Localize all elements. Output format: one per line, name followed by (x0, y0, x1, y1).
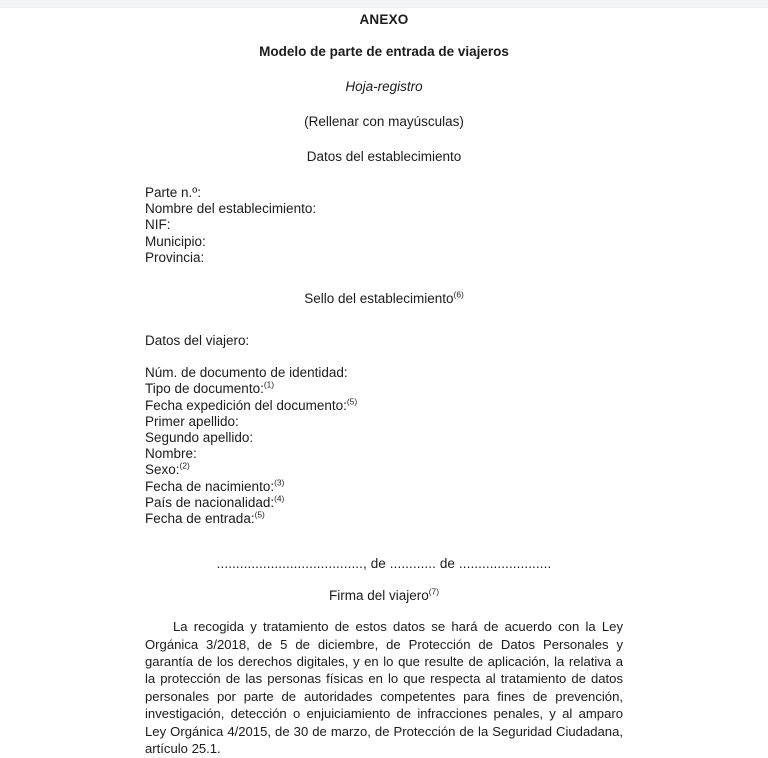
field-footnote-marker: (1) (263, 379, 275, 390)
field-provincia: Provincia: (145, 249, 205, 265)
field-footnote-marker: (5) (346, 396, 358, 407)
field-sexo (145, 462, 623, 478)
field-footnote-marker: (3) (274, 477, 285, 488)
field-footnote-marker: (5) (254, 509, 265, 520)
field-label: Sexo: (145, 462, 180, 478)
stamp-footnote-marker: (6) (453, 289, 464, 300)
document-subtitle: Modelo de parte de entrada de viajeros (259, 44, 509, 59)
field-fecha-entrada (145, 511, 623, 527)
traveler-section-heading: Datos del viajero: (145, 333, 250, 349)
field-primer-apellido (145, 414, 623, 430)
field-label: Segundo apellido: (145, 430, 254, 446)
establishment-section-heading: Datos del establecimiento (306, 149, 462, 164)
field-pais-nacionalidad (145, 495, 623, 511)
field-footnote-marker: (2) (179, 460, 190, 471)
field-fecha-expedicion (145, 398, 623, 414)
stamp-label-text: Sello del establecimiento (304, 291, 454, 307)
signature-label (145, 588, 623, 604)
field-label: Primer apellido: (145, 413, 239, 429)
field-fecha-nacimiento (145, 479, 623, 495)
field-label: Tipo de documento: (145, 381, 264, 397)
document-content (145, 7, 623, 758)
signature-label-text: Firma del viajero (328, 588, 429, 604)
field-label: Fecha expedición del documento: (145, 397, 347, 413)
field-label: Fecha de nacimiento: (145, 478, 275, 494)
field-label: Fecha de entrada: (145, 511, 255, 527)
field-label: País de nacionalidad: (145, 494, 275, 510)
form-type-label: Hoja-registro (345, 79, 423, 94)
fill-instruction: (Rellenar con mayúsculas) (304, 114, 464, 129)
field-numero-documento (145, 365, 623, 381)
field-tipo-documento (145, 381, 623, 397)
signature-footnote-marker: (7) (428, 586, 440, 597)
field-label: Núm. de documento de identidad: (145, 365, 348, 381)
field-footnote-marker: (4) (274, 493, 285, 504)
field-municipio: Municipio: (145, 233, 206, 249)
field-nombre (145, 446, 623, 462)
establishment-stamp-label (145, 291, 623, 307)
traveler-fields (145, 365, 623, 527)
field-segundo-apellido (145, 430, 623, 446)
establishment-fields (145, 185, 623, 266)
legal-notice-paragraph: La recogida y tratamiento de estos datos se hará de acuerdo con la Ley Orgánica 3/2018, de 5 de diciembre, de Protección de Datos Personales y garantía de los derechos digitales, y en lo que resulte de aplicación, la relativa a la protección de las personas físicas en lo que respecta al tratamiento de datos personales por parte de autoridades competentes para fines de prevención, investigación, detección o enjuiciamiento de infracciones penales, y al amparo Ley Orgánica 4/2015, de 30 de marzo, de Protección de la Seguridad Ciudadana, artículo 25.1. (145, 619, 623, 757)
document-title: ANEXO (359, 12, 409, 27)
field-nombre-establecimiento: Nombre del establecimiento: (145, 201, 317, 217)
signature-date-line: ......................................, de ............ de ........................ (216, 556, 552, 572)
field-parte-numero: Parte n.º: (145, 185, 201, 200)
field-nif: NIF: (145, 217, 171, 233)
field-label: Nombre: (145, 446, 197, 462)
